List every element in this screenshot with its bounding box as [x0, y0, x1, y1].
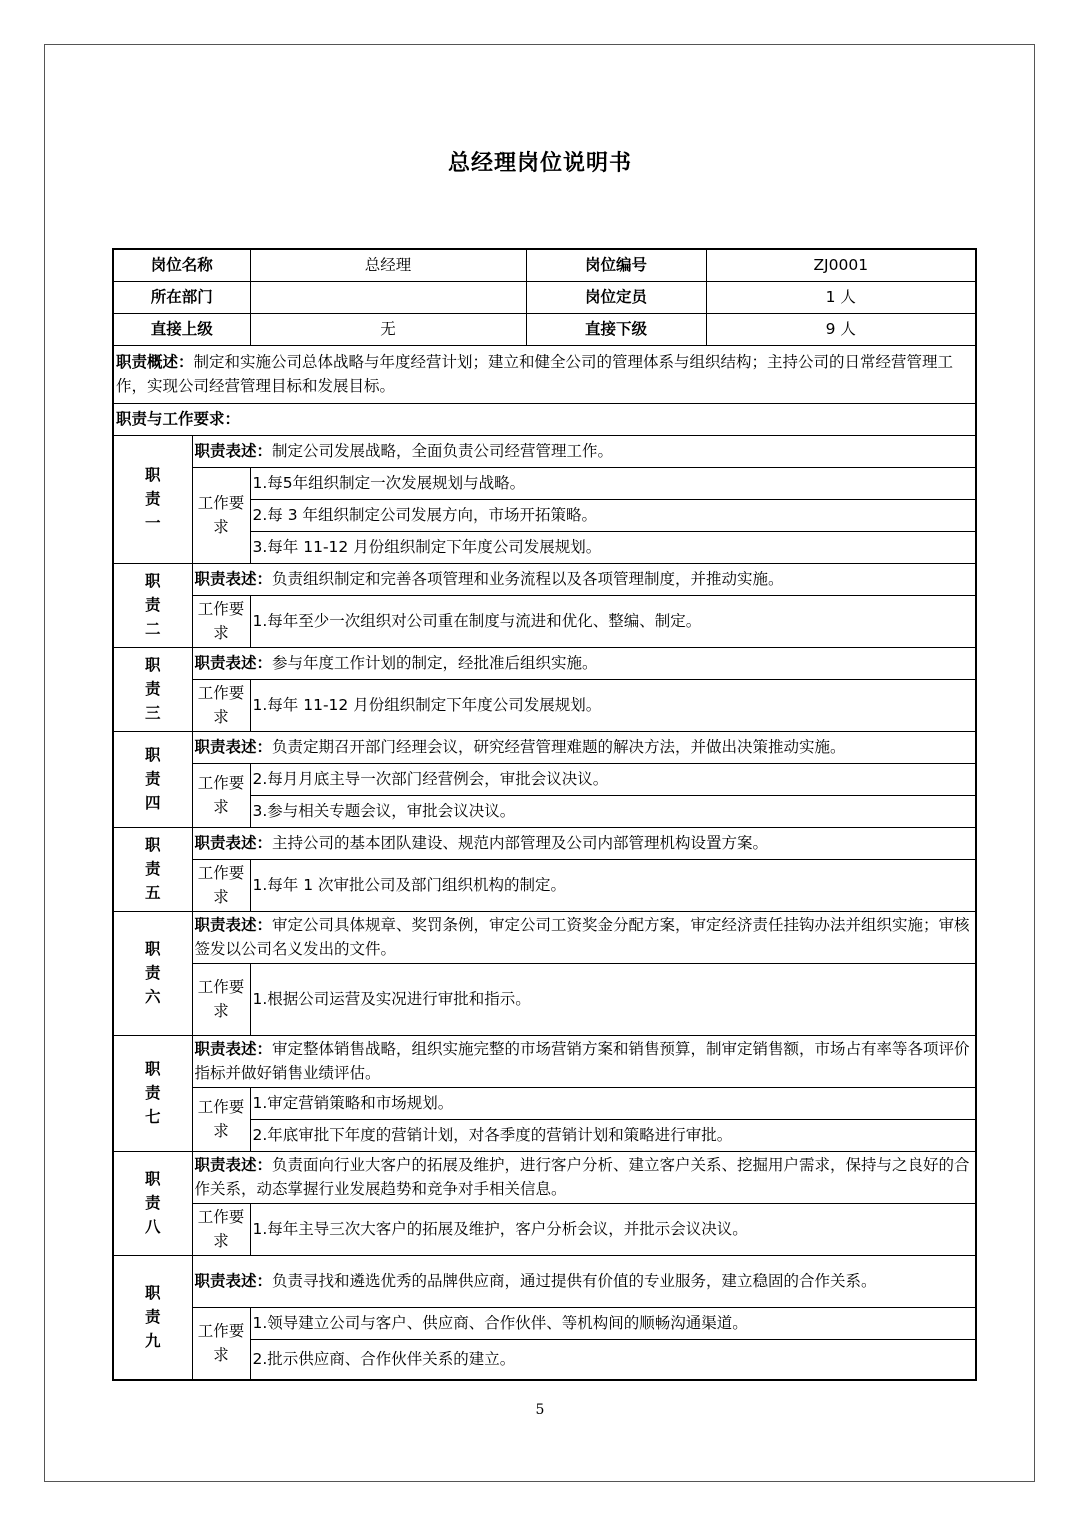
duty-name: 职 责 四 — [113, 731, 192, 827]
work-req-label: 工作要求 — [192, 1203, 250, 1255]
work-req-label: 工作要求 — [192, 859, 250, 911]
duty-name: 职 责 六 — [113, 911, 192, 1035]
header-value: 总经理 — [250, 249, 526, 281]
work-item: 1.每年 11-12 月份组织制定下年度公司发展规划。 — [250, 679, 976, 731]
header-value — [250, 281, 526, 313]
duty-desc-row — [113, 911, 976, 963]
header-row — [113, 249, 976, 281]
duty-desc: 职责表述：审定公司具体规章、奖罚条例，审定公司工资奖金分配方案，审定经济责任挂钩办法并组织实施；审核签发以公司名义发出的文件。 — [192, 911, 976, 963]
work-item-row — [113, 467, 976, 499]
work-item-row — [113, 859, 976, 911]
work-req-label: 工作要求 — [192, 595, 250, 647]
duty-desc-row — [113, 563, 976, 595]
work-req-label: 工作要求 — [192, 1307, 250, 1380]
work-item: 2.每月月底主导一次部门经营例会，审批会议决议。 — [250, 763, 976, 795]
header-label: 岗位名称 — [113, 249, 250, 281]
requirements-heading: 职责与工作要求： — [113, 403, 976, 435]
work-item: 2.每 3 年组织制定公司发展方向，市场开拓策略。 — [250, 499, 976, 531]
work-item-row — [113, 1307, 976, 1339]
overview-row — [113, 345, 976, 403]
duty-name: 职 责 三 — [113, 647, 192, 731]
work-item: 1.根据公司运营及实况进行审批和指示。 — [250, 963, 976, 1035]
work-item-row — [113, 1087, 976, 1119]
work-item: 1.领导建立公司与客户、供应商、合作伙伴、等机构间的顺畅沟通渠道。 — [250, 1307, 976, 1339]
work-req-label: 工作要求 — [192, 763, 250, 827]
job-description-table — [112, 248, 977, 1381]
work-item: 1.每年主导三次大客户的拓展及维护，客户分析会议，并批示会议决议。 — [250, 1203, 976, 1255]
work-item: 1.审定营销策略和市场规划。 — [250, 1087, 976, 1119]
duty-desc-row — [113, 1151, 976, 1203]
work-item: 1.每年 1 次审批公司及部门组织机构的制定。 — [250, 859, 976, 911]
duty-desc: 职责表述：主持公司的基本团队建设、规范内部管理及公司内部管理机构设置方案。 — [192, 827, 976, 859]
header-value: ZJ0001 — [706, 249, 976, 281]
duty-desc-row — [113, 827, 976, 859]
duty-desc-row — [113, 435, 976, 467]
work-item-row — [113, 763, 976, 795]
duty-desc-row — [113, 647, 976, 679]
overview-text: 制定和实施公司总体战略与年度经营计划；建立和健全公司的管理体系与组织结构；主持公司的日常经营管理工作，实现公司经营管理目标和发展目标。 — [116, 353, 954, 395]
work-item-row — [113, 595, 976, 647]
duty-name: 职 责 五 — [113, 827, 192, 911]
requirements-heading-row — [113, 403, 976, 435]
duty-desc: 职责表述：负责定期召开部门经理会议，研究经营管理难题的解决方法，并做出决策推动实施。 — [192, 731, 976, 763]
page-number: 5 — [535, 1402, 545, 1418]
duty-desc: 职责表述：负责寻找和遴选优秀的品牌供应商，通过提供有价值的专业服务，建立稳固的合作关系。 — [192, 1255, 976, 1307]
header-value: 无 — [250, 313, 526, 345]
duty-name: 职 责 一 — [113, 435, 192, 563]
header-row — [113, 313, 976, 345]
header-label: 岗位编号 — [526, 249, 706, 281]
work-item: 1.每5年组织制定一次发展规划与战略。 — [250, 467, 976, 499]
document-title: 总经理岗位说明书 — [447, 151, 632, 176]
duty-name: 职 责 九 — [113, 1255, 192, 1380]
duty-desc-row — [113, 731, 976, 763]
header-value: 1 人 — [706, 281, 976, 313]
duty-desc: 职责表述：参与年度工作计划的制定，经批准后组织实施。 — [192, 647, 976, 679]
overview-cell — [113, 345, 976, 403]
work-item: 3.每年 11-12 月份组织制定下年度公司发展规划。 — [250, 531, 976, 563]
overview-label: 职责概述： — [116, 353, 194, 371]
work-item-row — [113, 1203, 976, 1255]
work-item: 3.参与相关专题会议，审批会议决议。 — [250, 795, 976, 827]
header-label: 所在部门 — [113, 281, 250, 313]
duty-desc: 职责表述：制定公司发展战略，全面负责公司经营管理工作。 — [192, 435, 976, 467]
work-item: 2.批示供应商、合作伙伴关系的建立。 — [250, 1339, 976, 1380]
duty-name: 职 责 八 — [113, 1151, 192, 1255]
duty-name: 职 责 七 — [113, 1035, 192, 1151]
work-req-label: 工作要求 — [192, 963, 250, 1035]
header-value: 9 人 — [706, 313, 976, 345]
work-item-row — [113, 679, 976, 731]
work-item: 2.年底审批下年度的营销计划，对各季度的营销计划和策略进行审批。 — [250, 1119, 976, 1151]
work-req-label: 工作要求 — [192, 1087, 250, 1151]
duty-name: 职 责 二 — [113, 563, 192, 647]
header-label: 直接下级 — [526, 313, 706, 345]
work-item: 1.每年至少一次组织对公司重在制度与流进和优化、整编、制定。 — [250, 595, 976, 647]
work-item-row — [113, 963, 976, 1035]
header-label: 岗位定员 — [526, 281, 706, 313]
header-row — [113, 281, 976, 313]
duty-desc: 职责表述：负责组织制定和完善各项管理和业务流程以及各项管理制度，并推动实施。 — [192, 563, 976, 595]
work-req-label: 工作要求 — [192, 467, 250, 563]
duty-desc-row — [113, 1255, 976, 1307]
duty-desc: 职责表述：负责面向行业大客户的拓展及维护，进行客户分析、建立客户关系、挖掘用户需求，保持与之良好的合作关系，动态掌握行业发展趋势和竞争对手相关信息。 — [192, 1151, 976, 1203]
duty-desc-row — [113, 1035, 976, 1087]
work-req-label: 工作要求 — [192, 679, 250, 731]
duty-desc: 职责表述：审定整体销售战略，组织实施完整的市场营销方案和销售预算，制审定销售额，市场占有率等各项评价指标并做好销售业绩评估。 — [192, 1035, 976, 1087]
header-label: 直接上级 — [113, 313, 250, 345]
